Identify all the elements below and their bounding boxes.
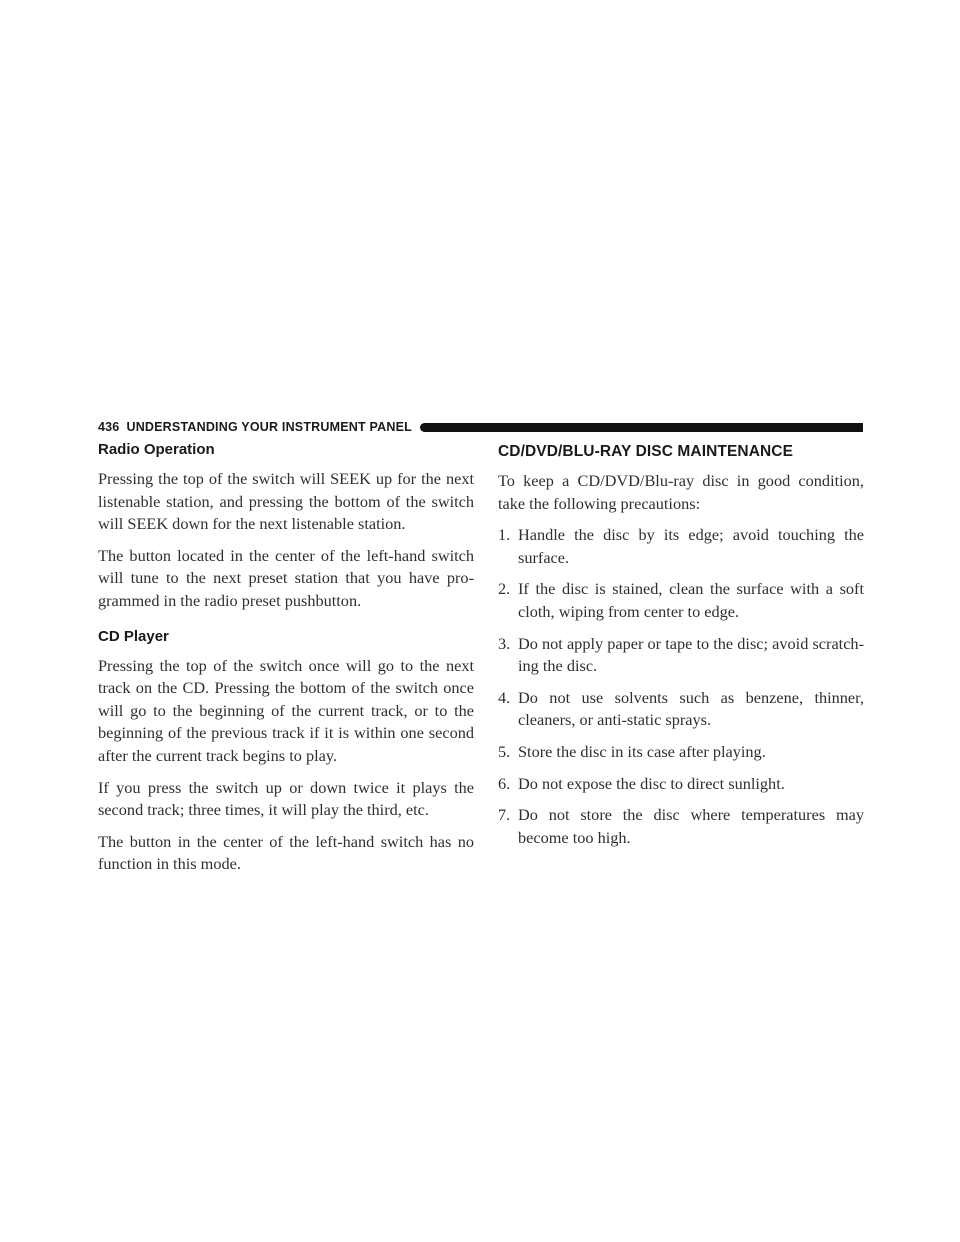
list-item-text: Do not use solvents such as benzene, thinner, cleaners, or anti-static sprays. [518, 687, 864, 730]
page-number: 436 [98, 420, 120, 434]
cd-paragraph-2: If you press the switch up or down twice it plays the second track; three times, it will play the third, etc. [98, 777, 474, 820]
list-item-text: Handle the disc by its edge; avoid touching the surface. [518, 525, 864, 567]
list-item [498, 524, 864, 569]
list-item-number: 6. [498, 773, 511, 793]
list-item [498, 741, 864, 764]
cd-paragraph-3: The button in the center of the left-hand switch has no function in this mode. [98, 831, 474, 874]
section-title: UNDERSTANDING YOUR INSTRUMENT PANEL [126, 420, 412, 434]
cd-paragraph-1: Pressing the top of the switch once will go to the next track on the CD. Pressing the bottom of the switch once will go to the beginning of the current track, or to the beginning of the previous track if it is within one second after the current track begins to play. [98, 655, 474, 765]
precautions-list [498, 524, 864, 849]
radio-paragraph-2: The button located in the center of the left-hand switch will tune to the next preset station that you have pro-grammed in the radio preset pushbutton. [98, 545, 474, 610]
cd-player-heading: CD Player [98, 627, 169, 645]
list-item-text: Store the disc in its case after playing. [518, 741, 766, 761]
list-item [498, 633, 864, 678]
list-item-number: 7. [498, 805, 511, 825]
left-column [98, 440, 474, 885]
list-item-text: Do not store the disc where temperatures may become too high. [518, 805, 864, 847]
header-rule [420, 423, 863, 432]
disc-maintenance-heading: CD/DVD/BLU-RAY DISC MAINTENANCE [498, 443, 794, 460]
radio-operation-heading: Radio Operation [98, 441, 215, 458]
list-item-text: Do not apply paper or tape to the disc; avoid scratch-ing the disc. [518, 633, 864, 676]
list-item-text: If the disc is stained, clean the surface with a soft cloth, wiping from center to edge. [518, 579, 864, 621]
list-item [498, 687, 864, 732]
radio-paragraph-1: Pressing the top of the switch will SEEK up for the next listenable station, and pressing the bottom of the switch will SEEK down for the next listenable station. [98, 469, 474, 534]
list-item [498, 804, 864, 849]
list-item [498, 773, 864, 796]
running-header [98, 418, 863, 436]
list-item-number: 4. [498, 687, 511, 707]
list-item-number: 3. [498, 633, 511, 653]
list-item [498, 578, 864, 623]
list-item-number: 2. [498, 579, 511, 599]
list-item-text: Do not expose the disc to direct sunlight. [518, 773, 785, 793]
disc-maintenance-intro: To keep a CD/DVD/Blu-ray disc in good condition, take the following precautions: [498, 471, 864, 513]
list-item-number: 5. [498, 741, 511, 761]
list-item-number: 1. [498, 525, 511, 545]
right-column [498, 440, 864, 858]
